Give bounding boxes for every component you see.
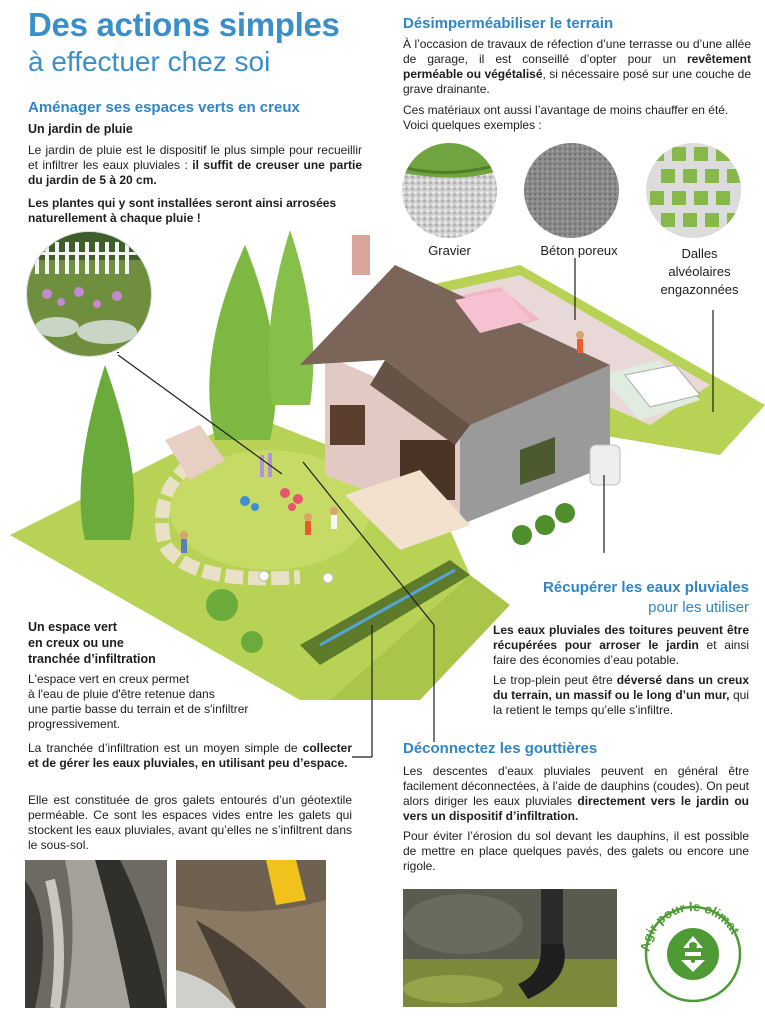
paragraph-recuperer-toitures: Les eaux pluviales des toitures peuvent être récupérées pour arroser le jardin et ainsi faire des économies d’eau potable. <box>493 623 749 667</box>
agir-climat-logo <box>631 892 751 1012</box>
paragraph-materiaux: Ces matériaux ont aussi l’avantage de moins chauffer en été. Voici quelques exemples : <box>403 103 729 132</box>
logo-text: Agir pour le climat <box>637 898 743 953</box>
gutter-photo <box>403 889 617 1007</box>
page-subtitle: à effectuer chez soi <box>28 46 271 77</box>
section-heading-recuperer: Récupérer les eaux pluviales <box>543 579 749 596</box>
paragraph-galets: Elle est constituée de gros galets entourés d’un géotextile perméable. Ce sont les espaces vides entre les galets qui stockent les eaux pluviales, avant qu’elles ne s’infiltrent dans le sous-sol. <box>28 793 352 852</box>
subheading-espace-vert: Un espace vert en creux ou une tranchée d’infiltration <box>28 620 156 666</box>
paragraph-jardin-pluie: Le jardin de pluie est le dispositif le plus simple pour recueillir et infiltrer les eaux pluviales : il suffit de creuser une partie du jardin de 5 à 20 cm. <box>28 143 362 187</box>
section-heading-amenager: Aménager ses espaces verts en creux <box>28 99 300 116</box>
paragraph-trop-plein: Le trop-plein peut être déversé dans un creux du terrain, un massif ou le long d’un mur, qui la retient le temps qu’elle s’infiltre. <box>493 673 750 717</box>
paragraph-espace-creux: L'espace vert en creux permet à l'eau de pluie d'être retenue dans une partie basse du terrain et de s'infiltrer progressivement. <box>28 672 249 731</box>
section-subheading-recuperer: pour les utiliser <box>648 599 749 616</box>
trench-photo-1 <box>25 860 167 1008</box>
section-heading-deconnectez: Déconnectez les gouttières <box>403 740 598 757</box>
paragraph-erosion: Pour éviter l’érosion du sol devant les dauphins, il est possible de mettre en place quelques pavés, des galets ou encore une rigole. <box>403 829 749 873</box>
paragraph-tranchee: La tranchée d’infiltration est un moyen simple de collecter et de gérer les eaux pluviales, en utilisant peu d’espace. <box>28 741 352 770</box>
paragraph-plantes: Les plantes qui y sont installées seront ainsi arrosées naturellement à chaque pluie ! <box>28 196 337 225</box>
section-heading-desimper: Désimperméabiliser le terrain <box>403 15 614 32</box>
label-dalles: Dalles alvéolaires engazonnées <box>660 246 739 297</box>
paragraph-descentes: Les descentes d’eaux pluviales peuvent en général être facilement déconnectées, à l’aide de dauphins (coudes). On peut alors diriger les eaux pluviales directement vers le jardin ou vers un dispositif d’infiltration. <box>403 764 749 823</box>
page-title: Des actions simples <box>28 6 340 43</box>
paragraph-revetement: À l’occasion de travaux de réfection d’une terrasse ou d’une allée de garage, il est conseillé d’opter pour un revêtement perméable ou végétalisé, si nécessaire posé sur une couche de grave drainante. <box>403 37 751 96</box>
label-gravier: Gravier <box>428 243 471 258</box>
subheading-jardin-pluie: Un jardin de pluie <box>28 122 133 136</box>
label-beton-poreux: Béton poreux <box>540 243 618 258</box>
trench-photo-2 <box>176 860 326 1008</box>
